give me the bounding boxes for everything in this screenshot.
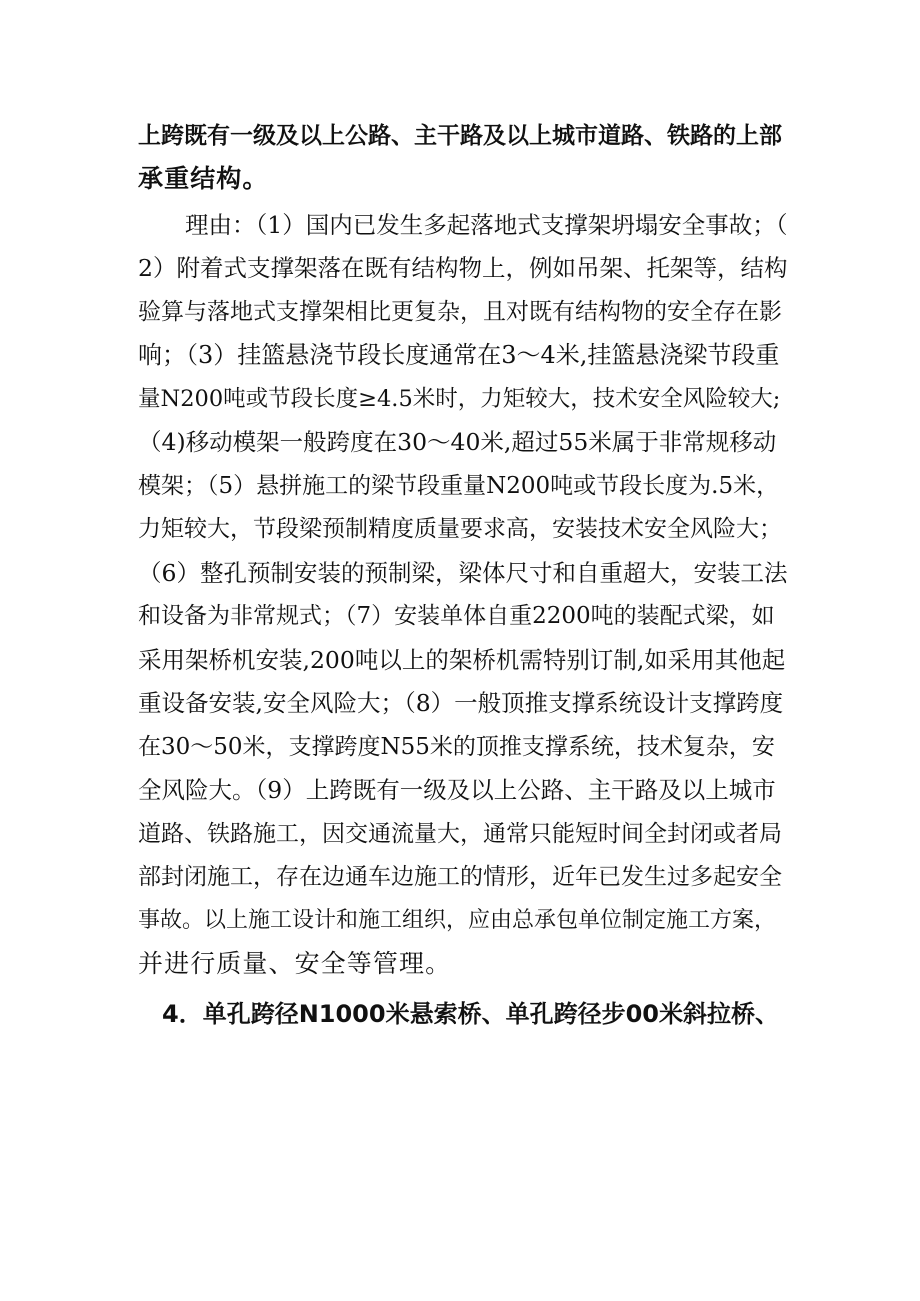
body-line-10: 和设备为非常规式；（7）安装单体自重2200吨的装配式梁，如 bbox=[138, 603, 775, 629]
body-line-3: 验算与落地式支撑架相比更复杂，且对既有结构物的安全存在影 bbox=[138, 299, 782, 325]
body-line-7: 模架；（5）悬拼施工的梁节段重量N200吨或节段长度为.5米， bbox=[138, 473, 780, 499]
body-line-16: 部封闭施工，存在边通车边施工的情形，近年已发生过多起安全 bbox=[138, 864, 782, 890]
body-line-6: （4)移动模架一般跨度在30～40米,超过55米属于非常规移动 bbox=[138, 428, 777, 456]
body-line-12: 重设备安装,安全风险大；（8）一般顶推支撑系统设计支撑跨度 bbox=[138, 689, 784, 717]
section-heading: 4．单孔跨径N1000米悬索桥、单孔跨径步00米斜拉桥、 bbox=[138, 1000, 779, 1028]
body-line-13: 在30～50米，支撑跨度N55米的顶推支撑系统，技术复杂，安 bbox=[138, 734, 775, 760]
body-line-18: 并进行质量、安全等管理。 bbox=[138, 949, 452, 978]
body-line-17: 事故。以上施工设计和施工组织，应由总承包单位制定施工方案， bbox=[138, 908, 777, 933]
heading-line-1: 上跨既有一级及以上公路、主干路及以上城市道路、铁路的上部 bbox=[138, 123, 782, 149]
body-line-5: 量N200吨或节段长度≥4.5米时，力矩较大，技术安全风险较大; bbox=[138, 386, 781, 412]
body-line-15: 道路、铁路施工，因交通流量大，通常只能短时间全封闭或者局 bbox=[138, 821, 782, 847]
body-line-14: 全风险大。（9）上跨既有一级及以上公路、主干路及以上城市 bbox=[138, 776, 776, 804]
heading-line-2: 承重结构。 bbox=[138, 164, 269, 193]
body-line-9: （6）整孔预制安装的预制梁，梁体尺寸和自重超大，安装工法 bbox=[138, 559, 788, 587]
body-line-8: 力矩较大，节段梁预制精度质量要求高，安装技术安全风险大； bbox=[138, 516, 782, 542]
body-line-11: 采用架桥机安装,200吨以上的架桥机需特别订制,如采用其他起 bbox=[138, 646, 786, 674]
body-line-1: 理由：（1）国内已发生多起落地式支撑架坍塌安全事故；（ bbox=[138, 211, 788, 239]
body-line-4: 响；（3）挂篮悬浇节段长度通常在3～4米,挂篮悬浇梁节段重 bbox=[138, 341, 780, 369]
body-line-2: 2）附着式支撑架落在既有结构物上，例如吊架、托架等，结构 bbox=[138, 254, 788, 282]
